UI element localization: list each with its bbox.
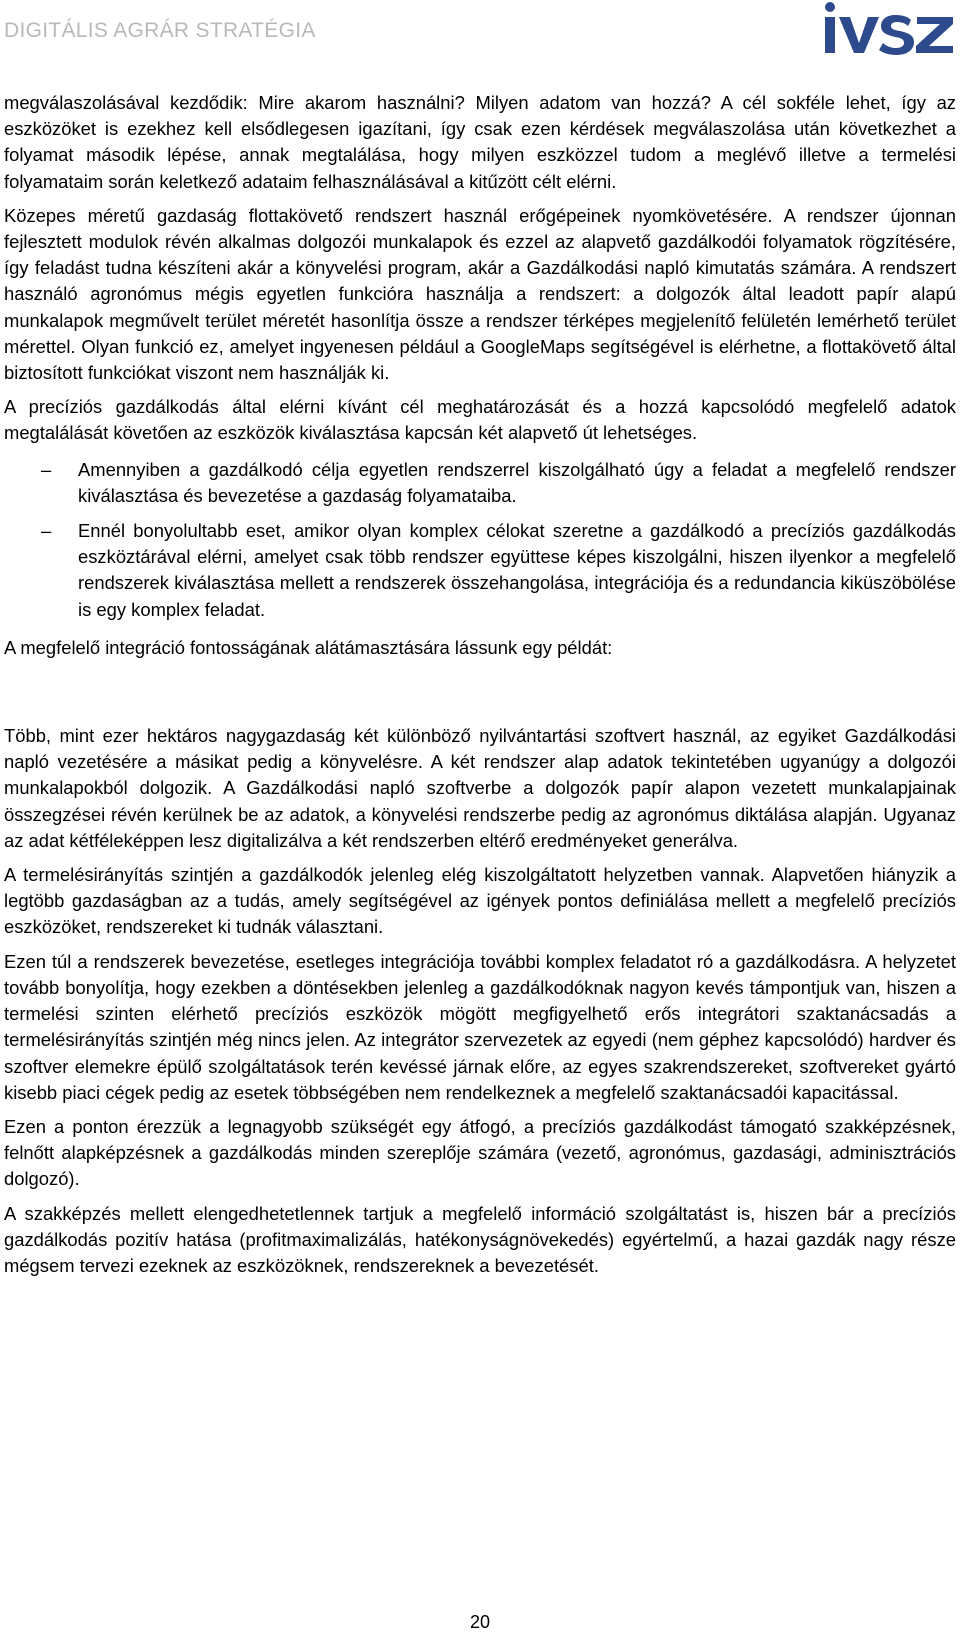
paragraph: Közepes méretű gazdaság flottakövető rendszert használ erőgépeinek nyomkövetésére. A rendszer újonnan fejlesztett modulok révén alkalmas dolgozói munkalapok és ezzel az alapvető gazdálkodói folyamatok rögzítésére, így feladást tudna készíteni akár a könyvelési program, akár a Gazdálkodási napló kimutatás számára. A rendszert használó agronómus mégis egyetlen funkcióra használja a rendszert: a dolgozók által leadott papír alapú munkalapok megművelt terület méretét hasonlítja össze a rendszer térképes megjelenítő felületén lemérhető terület mérettel. Olyan funkció ez, amelyet ingyenesen például a GoogleMaps segítségével is elérhetne, a flottakövető által biztosított funkciókat viszont nem használják ki. [4, 204, 956, 384]
ivsz-logo [821, 0, 956, 60]
paragraph: A termelésirányítás szintjén a gazdálkodók jelenleg elég kiszolgáltatott helyzetben vannak. Alapvetően hiányzik a legtöbb gazdaságban az a tudás, amely segítségével az igények pontos definiálása mellett a megfelelő precíziós eszközöket, rendszereket ki tudnák választani. [4, 864, 956, 938]
paragraph: A precíziós gazdálkodás által elérni kívánt cél meghatározását és a hozzá kapcsolódó megfelelő adatok megtalálását követően az eszközök kiválasztása kapcsán két alapvető út lehetséges. [4, 396, 956, 444]
header-title: DIGITÁLIS AGRÁR STRATÉGIA [4, 19, 316, 42]
list-item [4, 518, 956, 623]
page-header [0, 0, 960, 66]
paragraph: Több, mint ezer hektáros nagygazdaság két különböző nyilvántartási szoftvert használ, az egyiket Gazdálkodási napló vezetésére a másikat pedig a könyvelésre. A két rendszer alap adatok tekintetében ugyanúgy a dolgozói munkalapokból dolgozik. A Gazdálkodási napló szoftverbe a dolgozók papír alapon vezetett munkalapjainak összegzései révén kerülnek be az adatok, a könyvelési rendszerbe pedig az agronómus diktálása alapján. Ugyanaz az adat kétféleképpen lesz digitalizálva a két rendszerben eltérő eredményeket generálva. [4, 725, 956, 851]
list-item-text: Ennél bonyolultabb eset, amikor olyan komplex célokat szeretne a gazdálkodó a precíziós gazdálkodás eszköztárával elérni, amelyet csak több rendszer együttese képes kiszolgálni, hiszen ilyenkor a megfelelő rendszerek kiválasztása mellett a rendszerek összehangolása, integrációja és a redundancia kiküszöbölése is egy komplex feladat. [78, 520, 956, 620]
document-body [4, 90, 956, 1287]
spacer [4, 669, 956, 723]
paragraph: Ezen a ponton érezzük a legnagyobb szükségét egy átfogó, a precíziós gazdálkodást támogató szakképzésnek, felnőtt alapképzésnek a gazdálkodás minden szereplője számára (vezető, agronómus, gazdasági, adminisztrációs dolgozó). [4, 1115, 956, 1190]
page-number: 20 [469, 1612, 491, 1632]
list-item-text: Amennyiben a gazdálkodó célja egyetlen rendszerrel kiszolgálható úgy a feladat a megfelelő rendszer kiválasztása és bevezetése a gazdaság folyamataiba. [78, 458, 956, 506]
dash-bullet: – [41, 458, 52, 480]
list-item [4, 457, 956, 509]
dash-list [4, 457, 956, 623]
paragraph: Ezen túl a rendszerek bevezetése, esetleges integrációja további komplex feladatot ró a gazdálkodásra. A helyzetet tovább bonyolítja, hogy ezekben a döntésekben jelenleg a gazdálkodóknak nagyon kevés támpontjuk van, hiszen a termelési szinten elérhető precíziós eszközök mögött megfigyelhető erős integrátori szaktanácsadás a termelésirányítás szintjén még nincs jelen. Az integrátor szervezetek az egyedi (nem géphez kapcsolódó) hardver és szoftver elemekre épülő szolgáltatások terén kevéssé járnak előre, az egyes szakrendszereket, szoftvereket gyártó kisebb piaci cégek pedig az esetek többségében nem rendelkeznek a megfelelő szaktanácsadói kapacitással. [4, 950, 956, 1103]
dash-bullet: – [41, 520, 52, 542]
paragraph: A megfelelő integráció fontosságának alátámasztására lássunk egy példát: [4, 636, 613, 658]
paragraph: megválaszolásával kezdődik: Mire akarom használni? Milyen adatom van hozzá? A cél sokféle lehet, így az eszközöket is ezekhez kell elsődlegesen igazítani, így csak ezen kérdések megválaszolása után következhet a folyamat második lépése, annak megtalálása, hogy milyen eszközzel tudom a meglévő illetve a termelési folyamataim során keletkező adataim felhasználásával a kitűzött célt elérni. [4, 92, 956, 192]
paragraph: A szakképzés mellett elengedhetetlennek tartjuk a megfelelő információ szolgáltatást is, hiszen bár a precíziós gazdálkodás pozitív hatása (profitmaximalizálás, hatékonyságnövekedés) egyértelmű, a hazai gazdák nagy része mégsem tervezi ezeknek az eszközöknek, rendszereknek a bevezetését. [4, 1202, 956, 1276]
